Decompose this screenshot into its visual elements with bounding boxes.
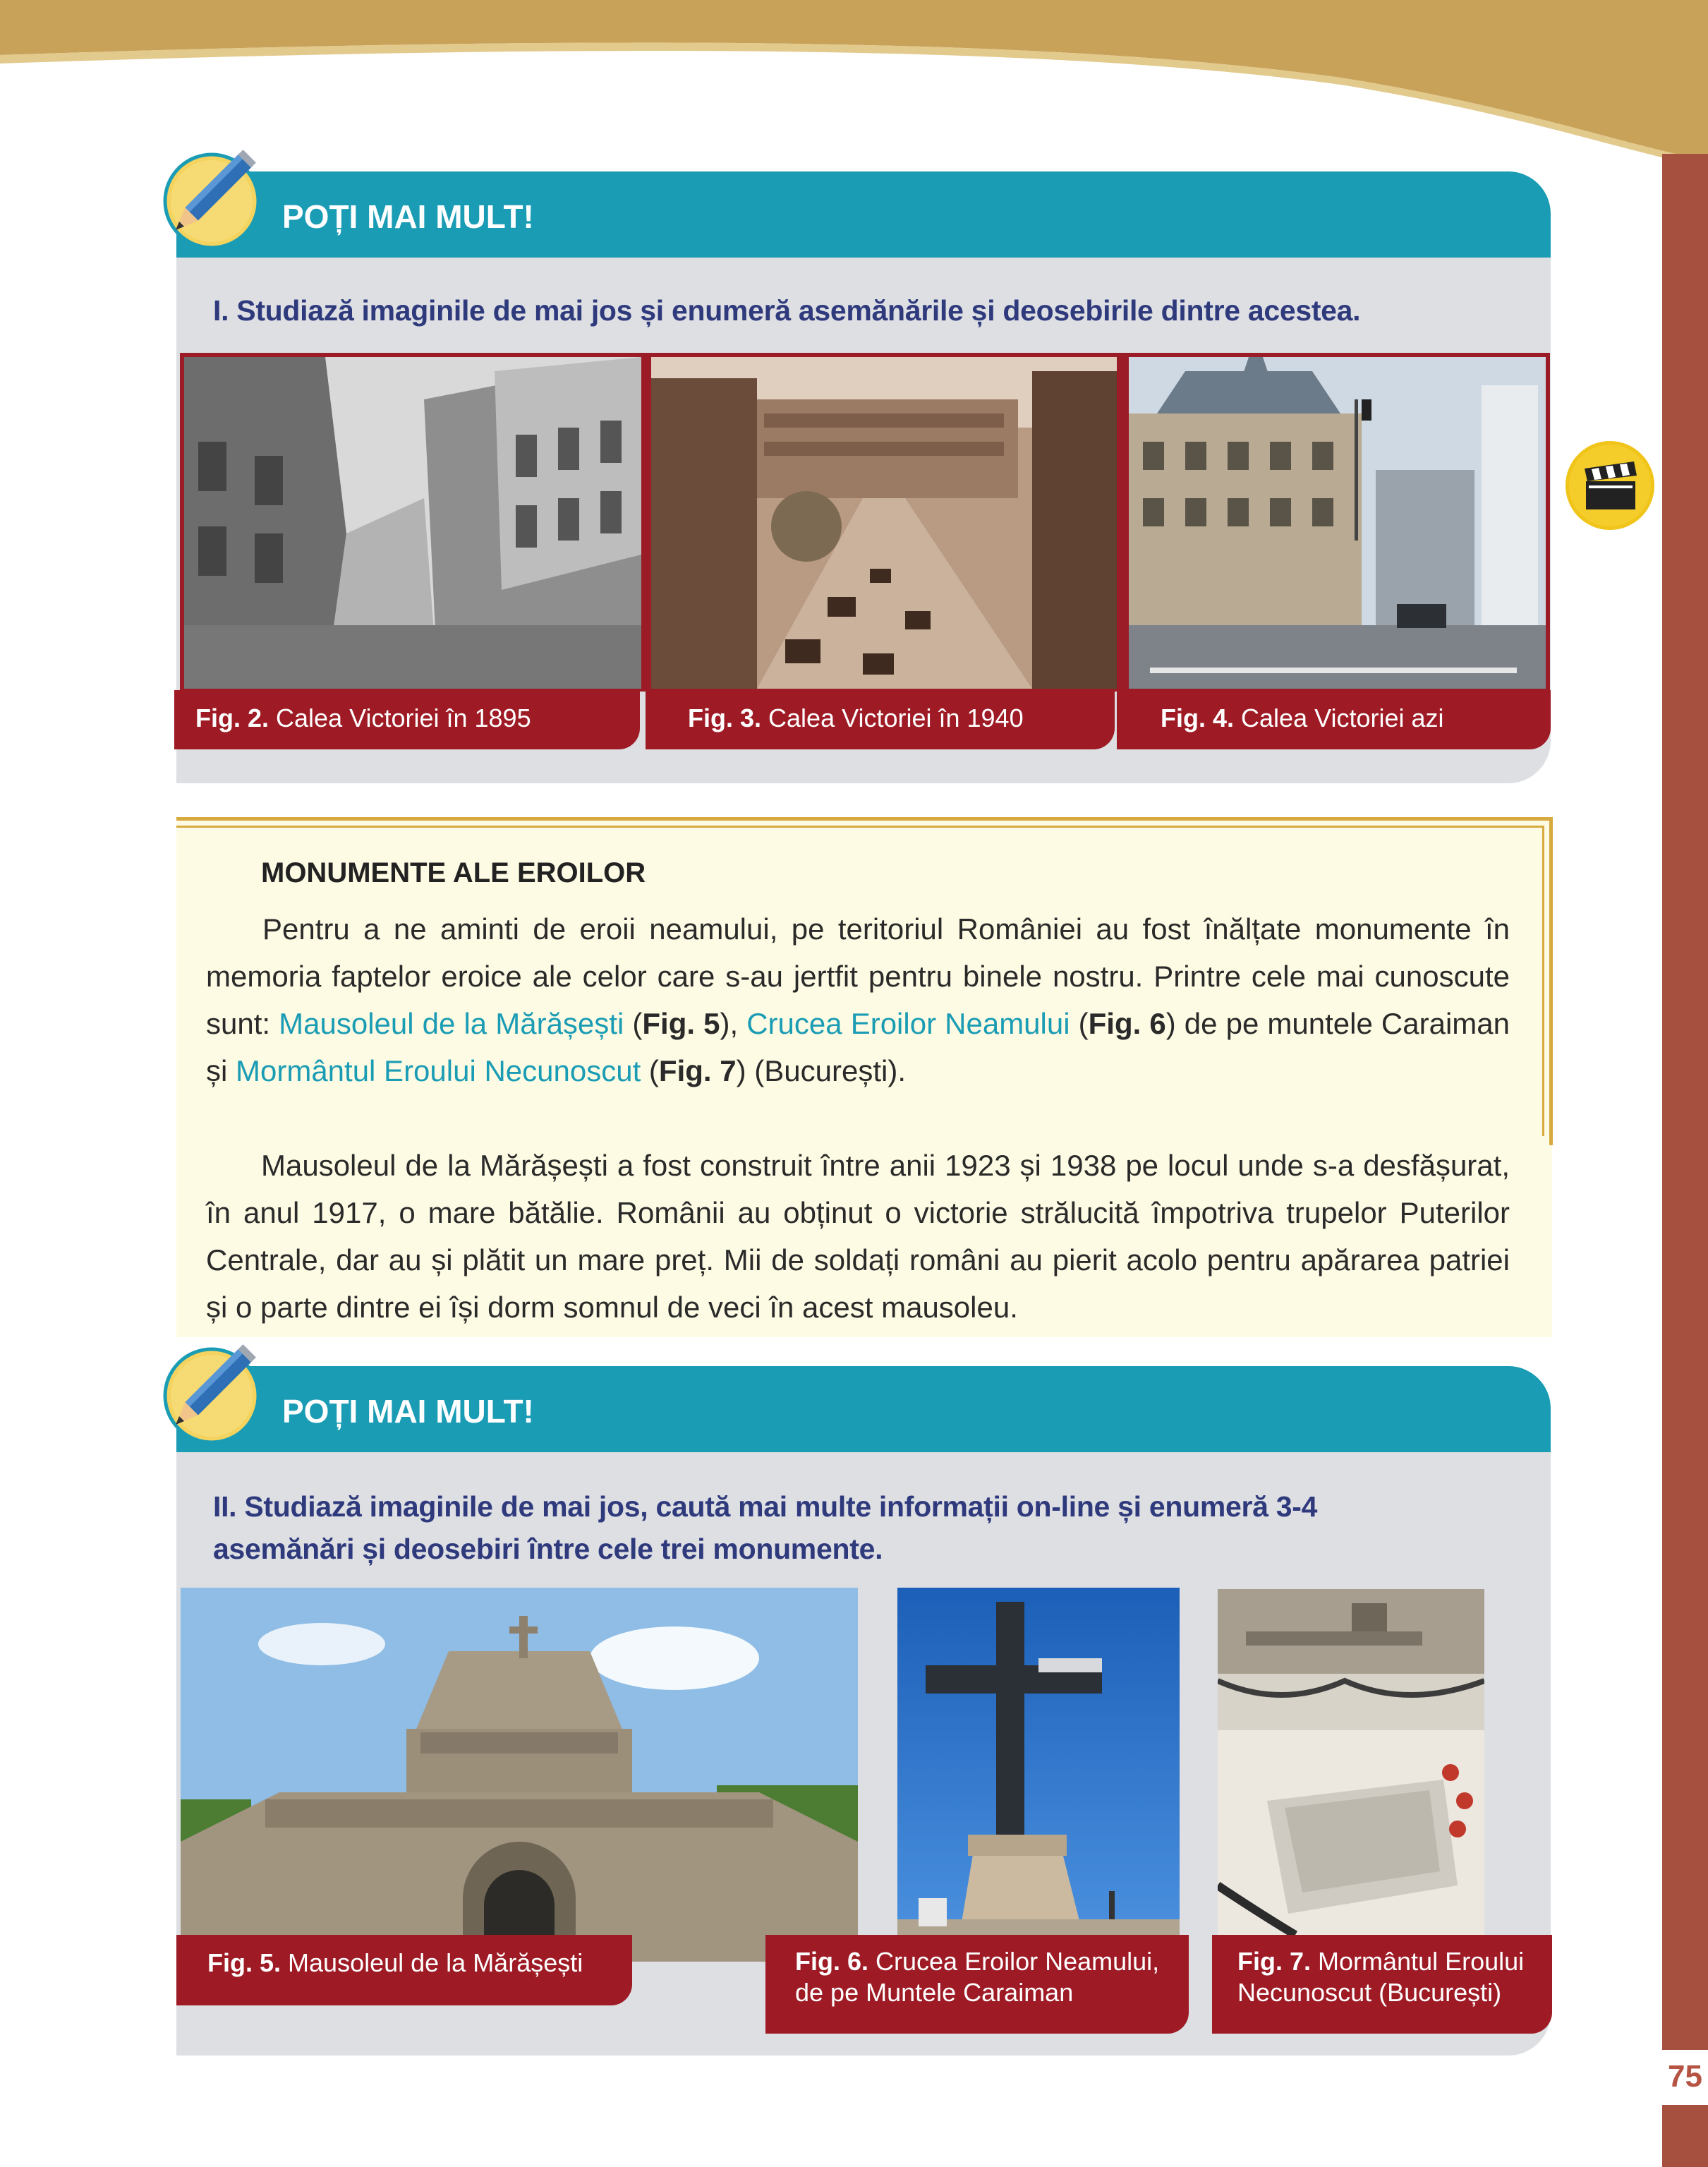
link-crucea[interactable]: Crucea Eroilor Neamului bbox=[746, 1007, 1070, 1040]
caption-fig-5-text: Mausoleul de la Mărășești bbox=[288, 1948, 583, 1977]
textbox-border-right bbox=[1549, 817, 1553, 1145]
p1-text-e: ) de pe muntele Caraiman și bbox=[206, 1007, 1510, 1087]
task-2-line-2: asemănări și deosebiri între cele trei monumente. bbox=[213, 1533, 883, 1565]
textbox-paragraph-1 bbox=[206, 905, 1510, 1094]
caption-fig-5 bbox=[176, 1935, 632, 2005]
caption-fig-3-label: Fig. 3. bbox=[688, 704, 762, 732]
textbox-border-top-inner bbox=[176, 826, 1544, 828]
photo-calea-victoriei-1895 bbox=[184, 357, 641, 689]
photo-mormantul-eroului bbox=[1218, 1589, 1484, 1935]
caption-fig-3-text: Calea Victoriei în 1940 bbox=[768, 704, 1024, 732]
side-bar bbox=[1662, 154, 1708, 2167]
caption-fig-4 bbox=[1117, 690, 1551, 749]
caption-fig-4-label: Fig. 4. bbox=[1161, 704, 1235, 732]
top-decorative-wave bbox=[0, 0, 1708, 169]
caption-fig-6-text-2: de pe Muntele Caraiman bbox=[795, 1978, 1074, 2007]
link-mormantul[interactable]: Mormântul Eroului Necunoscut bbox=[236, 1054, 641, 1087]
photo-crucea-eroilor bbox=[897, 1588, 1180, 1940]
caption-fig-6-label: Fig. 6. bbox=[795, 1947, 869, 1976]
caption-fig-4-text: Calea Victoriei azi bbox=[1241, 704, 1444, 732]
fig-6-ref: Fig. 6 bbox=[1088, 1007, 1166, 1040]
textbox-paragraph-2: Mausoleul de la Mărășești a fost construit între anii 1923 și 1938 pe locul unde s-a desfășurat, în anul 1917, o mare bătălie. Românii au obținut o victorie strălucită împotriva trupelor Puterilor Centrale, dar au și plătit un mare preț. Mii de soldați români au pierit acolo pentru apărarea patriei și o parte dintre ei își dorm somnul de veci în acest mausoleu. bbox=[206, 1149, 1510, 1324]
textbox-border-top bbox=[176, 817, 1552, 821]
task-1: I. Studiază imaginile de mai jos și enumeră asemănările și deosebirile dintre acestea. bbox=[213, 294, 1361, 327]
p1-text-f: ( bbox=[641, 1054, 659, 1087]
page-number: 75 bbox=[1668, 2059, 1702, 2094]
p1-text-g: ) (București). bbox=[736, 1054, 906, 1087]
pencil-badge-icon bbox=[155, 145, 261, 250]
pencil-badge-icon bbox=[155, 1339, 261, 1445]
caption-fig-6-text-1: Crucea Eroilor Neamului, bbox=[876, 1947, 1160, 1976]
p1-text-b: ( bbox=[624, 1007, 643, 1040]
photo-calea-victoriei-azi bbox=[1129, 357, 1546, 689]
fig-5-ref: Fig. 5 bbox=[642, 1007, 720, 1040]
p1-text-c: ), bbox=[720, 1007, 747, 1040]
caption-fig-2-label: Fig. 2. bbox=[195, 704, 269, 732]
caption-fig-7-text-2: Necunoscut (București) bbox=[1237, 1978, 1502, 2007]
textbox-border-right-inner bbox=[1542, 826, 1544, 1136]
p1-text-a: Pentru a ne aminti de eroii neamului, pe teritoriul României au fost înălțate monumente în memoria faptelor eroice ale celor care s-au jertfit pentru binele nostru. Printre cele mai cunoscute sunt: bbox=[206, 912, 1510, 1040]
activity-title-2: POȚI MAI MULT! bbox=[282, 1393, 534, 1430]
caption-fig-7 bbox=[1212, 1935, 1552, 2034]
clapperboard-icon[interactable] bbox=[1561, 436, 1659, 535]
caption-fig-7-text-1: Mormântul Eroului bbox=[1318, 1947, 1525, 1976]
caption-fig-2-text: Calea Victoriei în 1895 bbox=[276, 704, 531, 732]
task-2-line-1: II. Studiază imaginile de mai jos, caută mai multe informații on-line și enumeră 3-4 bbox=[213, 1490, 1318, 1523]
photo-mausoleul-marasesti bbox=[181, 1588, 858, 1962]
caption-fig-5-label: Fig. 5. bbox=[207, 1948, 281, 1977]
caption-fig-3 bbox=[646, 690, 1115, 749]
p1-text-d: ( bbox=[1070, 1007, 1089, 1040]
photo-calea-victoriei-1940 bbox=[651, 357, 1117, 689]
textbox-title: MONUMENTE ALE EROILOR bbox=[261, 857, 646, 888]
caption-fig-2 bbox=[174, 690, 640, 749]
fig-7-ref: Fig. 7 bbox=[658, 1054, 737, 1087]
caption-fig-7-label: Fig. 7. bbox=[1237, 1947, 1312, 1976]
link-mausoleul[interactable]: Mausoleul de la Mărășești bbox=[279, 1007, 624, 1040]
activity-title-1: POȚI MAI MULT! bbox=[282, 198, 534, 235]
caption-fig-6 bbox=[765, 1935, 1189, 2034]
